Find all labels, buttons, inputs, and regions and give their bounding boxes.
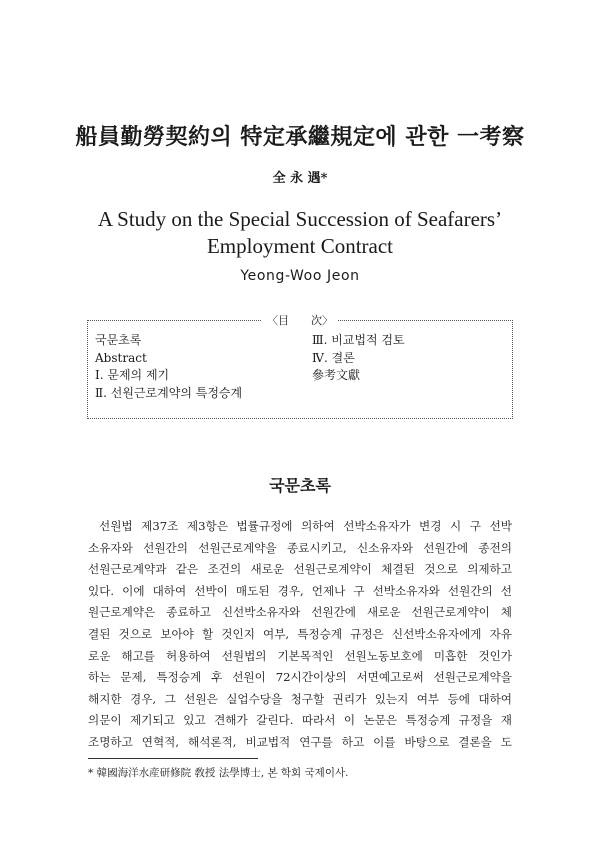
abstract-line: 조명하고 연혁적, 해석론적, 비교법적 연구를 하고 이를 바탕으로 결론을 도 — [88, 734, 512, 749]
abstract-line: 결된 것으로 보아야 할 것인지 여부, 특정승계 규정은 신선박소유자에게 자유 — [88, 626, 512, 641]
toc-item: 국문초록 — [95, 333, 142, 347]
toc-left-column — [95, 332, 242, 402]
abstract-line: 선원근로계약과 같은 조건의 새로운 선원근로계약이 체결된 것으로 의제하고 — [88, 562, 512, 577]
toc-item: Abstract — [95, 350, 147, 365]
toc-item: 參考文獻 — [312, 368, 361, 382]
toc-item: Ⅲ. 비교법적 검토 — [312, 333, 405, 347]
footnote-divider — [88, 758, 258, 759]
paper-title-english-line-2: Employment Contract — [206, 234, 394, 258]
abstract-line: 소유자와 선원간의 선원근로계약을 종료시키고, 신소유자와 선원간에 종전의 — [88, 540, 512, 555]
abstract-body — [88, 516, 512, 754]
author-name-english: Yeong-Woo Jeon — [240, 268, 360, 284]
abstract-line: 하는 문제, 특정승계 후 선원이 72시간이상의 서면예고로써 선원근로계약을 — [88, 670, 512, 685]
toc-right-column — [312, 332, 405, 385]
abstract-line: 선원법 제37조 제3항은 법률규정에 의하여 선박소유자가 변경 시 구 선박 — [99, 519, 512, 533]
toc-item: Ⅱ. 선원근로계약의 특정승계 — [95, 385, 243, 400]
abstract-line: 해지한 경우, 그 선원은 실업수당을 청구할 권리가 있는지 여부 등에 대하여 — [88, 691, 512, 706]
toc-item: Ⅳ. 결론 — [312, 350, 355, 365]
table-of-contents-heading-text: 〈目 次〉 — [262, 314, 338, 327]
abstract-line: 로운 해고를 허용하여 선원법의 기본목적인 선원노동보호에 미흡한 것인가 — [88, 648, 512, 663]
paper-title-english — [0, 206, 600, 260]
abstract-line: 있다. 이에 대하여 선박이 매도된 경우, 언제나 구 선박소유자와 선원간의 선 — [88, 583, 512, 598]
paper-title-english-line-1: A Study on the Special Succession of Seafarers’ — [97, 207, 503, 231]
toc-item: Ⅰ. 문제의 제기 — [95, 368, 170, 382]
author-name-korean: 全 永 遇* — [272, 171, 328, 186]
abstract-line: 의문이 제기되고 있고 견해가 갈린다. 따라서 이 논문은 특정승계 규정을 재 — [88, 713, 512, 728]
section-heading-abstract: 국문초록 — [269, 476, 331, 495]
footnote-author-affiliation: * 韓國海洋水産研修院 敎授 法學博士, 본 학회 국제이사. — [88, 767, 349, 779]
paper-title-korean: 船員勤勞契約의 特定承繼規定에 관한 一考察 — [75, 124, 525, 150]
table-of-contents-heading — [0, 312, 600, 328]
abstract-line: 원근로계약은 종료하고 신선박소유자와 선원간에 새로운 선원근로계약이 체 — [88, 605, 512, 620]
